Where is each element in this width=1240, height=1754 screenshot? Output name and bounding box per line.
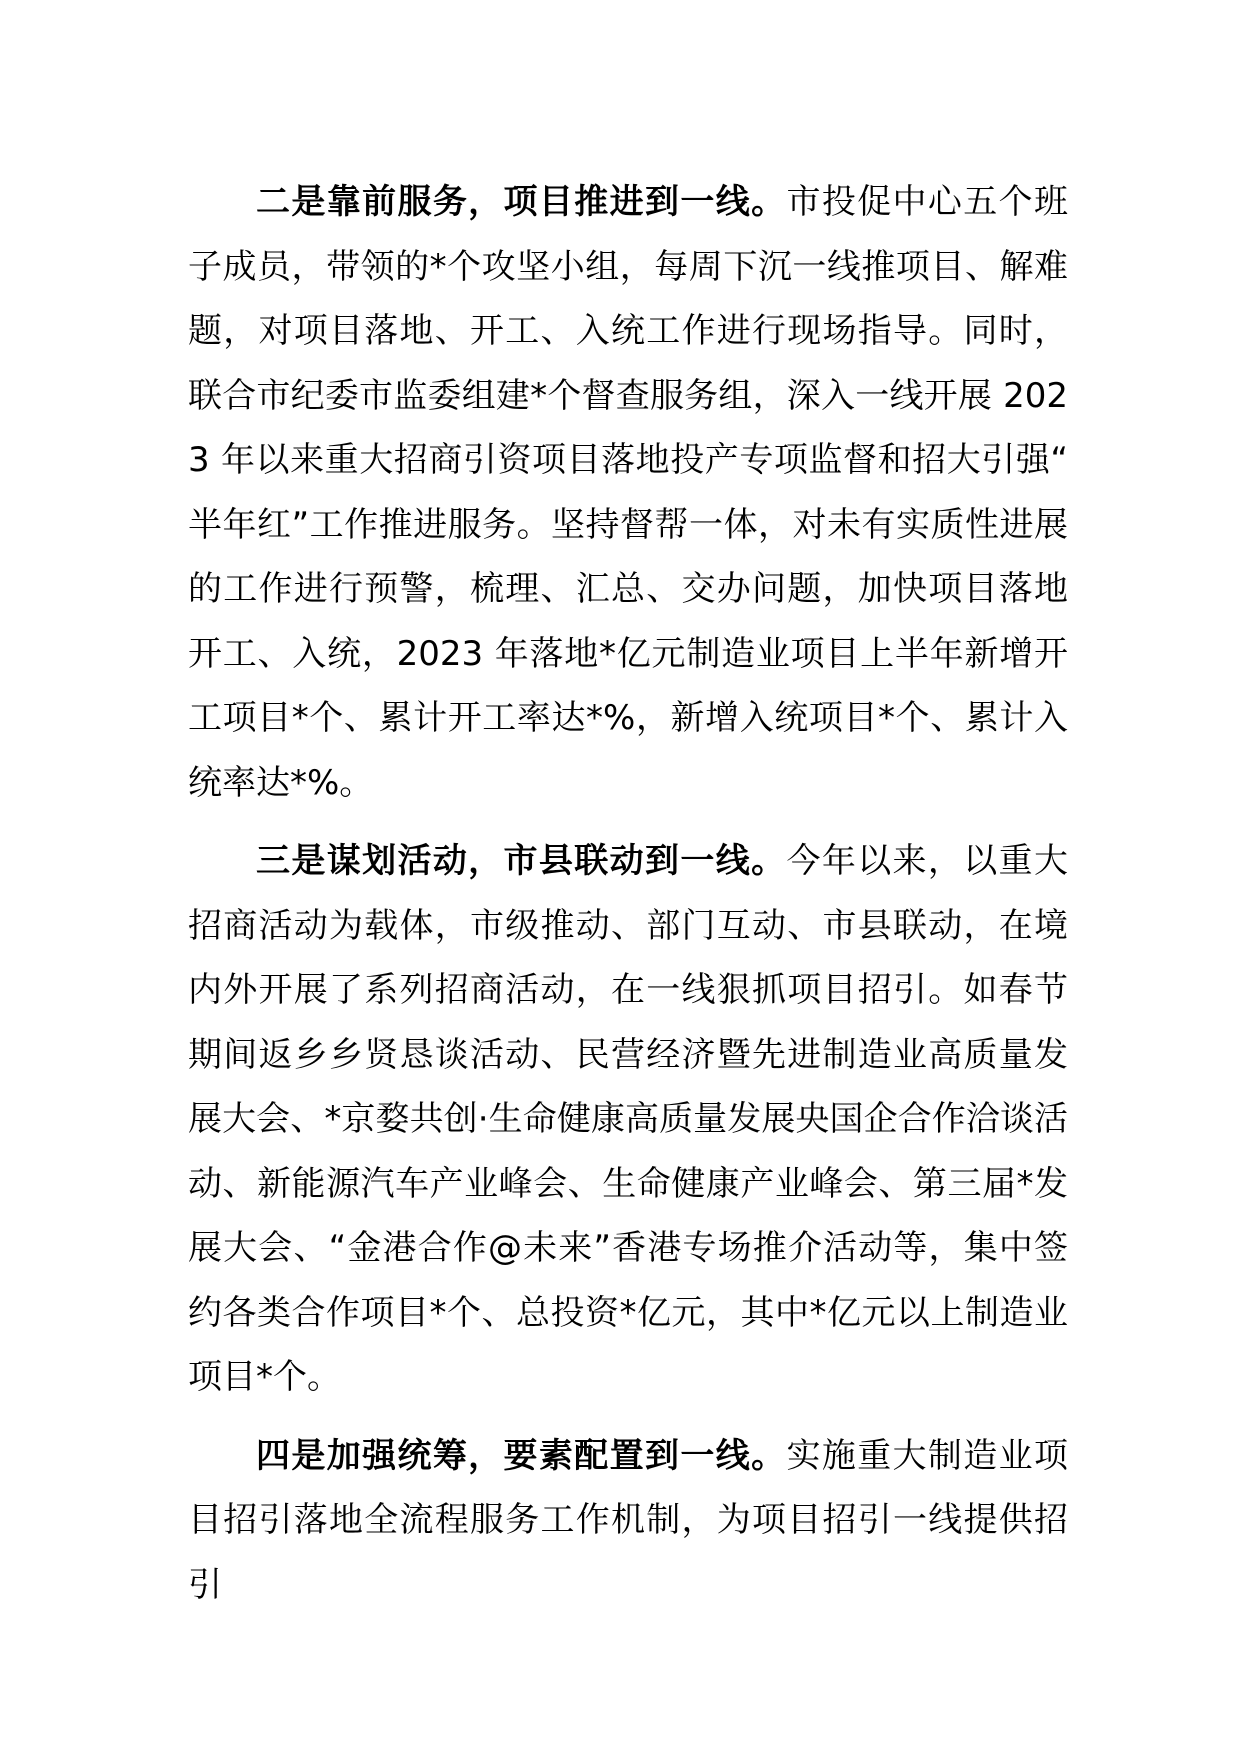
paragraph-heading: 二是靠前服务，项目推进到一线。 — [256, 182, 787, 222]
paragraph-heading: 四是加强统筹，要素配置到一线。 — [256, 1435, 787, 1476]
paragraph-3 — [188, 829, 1068, 1410]
paragraph-4 — [188, 1424, 1068, 1618]
paragraph-2 — [188, 170, 1068, 815]
document-body — [188, 170, 1068, 1631]
paragraph-heading: 三是谋划活动，市县联动到一线。 — [256, 841, 787, 881]
paragraph-text: 市投促中心五个班子成员，带领的*个攻坚小组，每周下沉一线推项目、解难题，对项目落地、开工、入统工作进行现场指导。同时，联合市纪委市监委组建*个督查服务组，深入一线开展 2023 年以来重大招商引资项目落地投产专项监督和招大引强“半年红”工作推进服务。坚持督帮一体，对未有实质性进展的工作进行预警，梳理、汇总、交办问题，加快项目落地开工、入统，2023 年落地*亿元制造业项目上半年新增开工项目*个、累计开工率达*%，新增入统项目*个、累计入统率达*%。 — [188, 182, 1069, 803]
paragraph-text: 今年以来，以重大招商活动为载体，市级推动、部门互动、市县联动，在境内外开展了系列招商活动，在一线狠抓项目招引。如春节期间返乡乡贤恳谈活动、民营经济暨先进制造业高质量发展大会、*京婺共创·生命健康高质量发展央国企合作洽谈活动、新能源汽车产业峰会、生命健康产业峰会、第三届*发展大会、“金港合作@未来”香港专场推介活动等，集中签约各类合作项目*个、总投资*亿元，其中*亿元以上制造业项目*个。 — [188, 841, 1069, 1397]
paragraph-text: 实施重大制造业项目招引落地全流程服务工作机制，为项目招引一线提供招引 — [188, 1435, 1069, 1605]
